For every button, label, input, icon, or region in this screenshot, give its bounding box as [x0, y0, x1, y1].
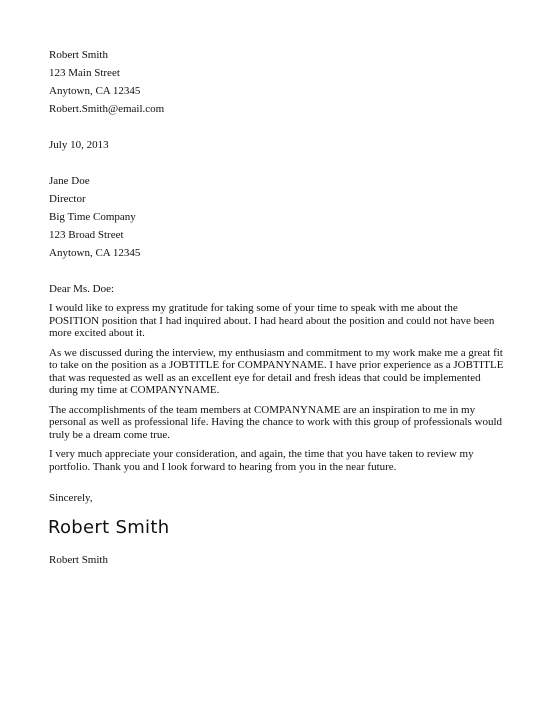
recipient-name: Jane Doe — [49, 175, 90, 187]
printed-name: Robert Smith — [49, 554, 108, 566]
closing: Sincerely, — [49, 492, 93, 504]
salutation: Dear Ms. Doe: — [49, 283, 115, 295]
sender-street: 123 Main Street — [49, 67, 120, 79]
letter-date-block — [49, 136, 504, 154]
signature: Robert Smith — [48, 517, 170, 538]
sender-name: Robert Smith — [49, 49, 108, 61]
body-paragraph-1: I would like to express my gratitude for taking some of your time to speak with me about the POSITION position that I had inquired about. I had heard about the position and could not have been more excited about it. — [49, 302, 495, 339]
recipient-address — [49, 172, 504, 262]
sender-email: Robert.Smith@email.com — [49, 103, 165, 115]
body-paragraph-4: I very much appreciate your consideration, and again, the time that you have taken to review my portfolio. Thank you and I look forward to hearing from you in the near future. — [49, 448, 474, 473]
salutation-block — [49, 280, 504, 298]
printed-name-block — [49, 551, 504, 569]
body-paragraph-3: The accomplishments of the team members at COMPANYNAME are an inspiration to me in my personal as well as professional life. Having the chance to work with this group of professionals would truly be a dream come true. — [49, 403, 503, 441]
closing-block — [49, 489, 504, 507]
letter-date: July 10, 2013 — [49, 139, 109, 151]
recipient-city: Anytown, CA 12345 — [49, 247, 141, 259]
recipient-street: 123 Broad Street — [49, 229, 124, 241]
sender-address — [49, 46, 504, 118]
body-paragraph-2: As we discussed during the interview, my enthusiasm and commitment to my work make me a great fit to take on the position as a JOBTITLE for COMPANYNAME. I have prior experience as a JOBTITLE that was requested as well as an excellent eye for detail and fresh ideas that could be implemented during my time at COMPANYNAME. — [49, 346, 504, 396]
recipient-company: Big Time Company — [49, 211, 136, 223]
sender-city: Anytown, CA 12345 — [49, 85, 141, 97]
letter-body — [49, 302, 504, 473]
recipient-title: Director — [49, 193, 86, 205]
